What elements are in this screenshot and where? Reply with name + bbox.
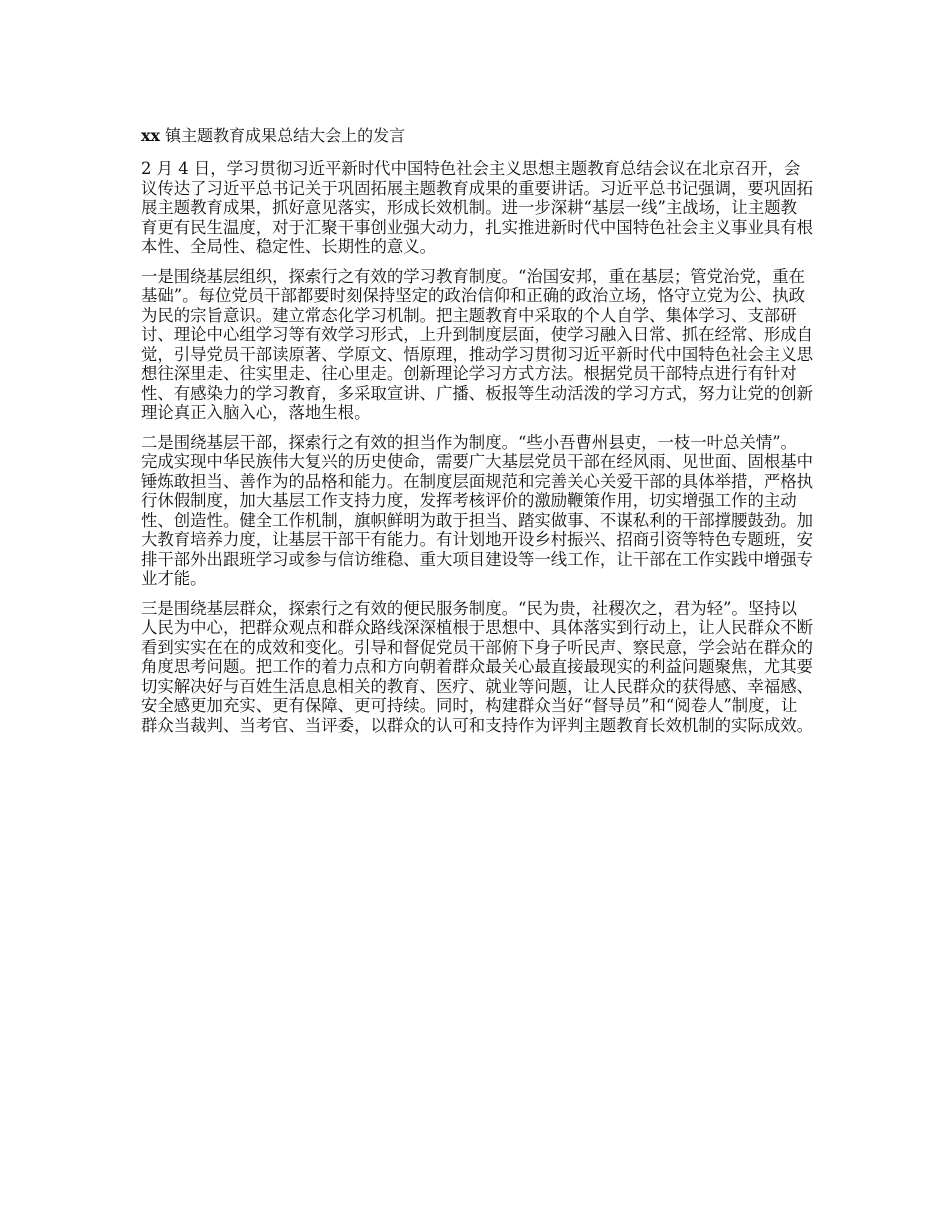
title-prefix: xx: [141, 126, 161, 145]
paragraph-cadres: 二是围绕基层干部，探索行之有效的担当作为制度。“些小吾曹州县吏，一枝一叶总关情”。完成实现中华民族伟大复兴的历史使命，需要广大基层党员干部在经风雨、见世面、固根基中锤炼敢担当、善作为的品格和能力。在制度层面规范和完善关心关爱干部的具体举措，严格执行休假制度，加大基层工作支持力度，发挥考核评价的激励鞭策作用，切实增强工作的主动性、创造性。健全工作机制，旗帜鲜明为敢于担当、踏实做事、不谋私利的干部撑腰鼓劲。加大教育培养力度，让基层干部干有能力。有计划地开设乡村振兴、招商引资等特色专题班，安排干部外出跟班学习或参与信访维稳、重大项目建设等一线工作，让干部在工作实践中增强专业才能。: [141, 432, 814, 588]
document-title: [141, 124, 813, 148]
paragraph-masses: 三是围绕基层群众，探索行之有效的便民服务制度。“民为贵，社稷次之，君为轻”。坚持以人民为中心，把群众观点和群众路线深深植根于思想中、具体落实到行动上，让人民群众不断看到实实在在的成效和变化。引导和督促党员干部俯下身子听民声、察民意，学会站在群众的角度思考问题。把工作的着力点和方向朝着群众最关心最直接最现实的利益问题聚焦，尤其要切实解决好与百姓生活息息相关的教育、医疗、就业等问题，让人民群众的获得感、幸福感、安全感更加充实、更有保障、更可持续。同时，构建群众当好“督导员”和“阅卷人”制度，让群众当裁判、当考官、当评委，以群众的认可和支持作为评判主题教育长效机制的实际成效。: [141, 598, 814, 735]
document-page: [141, 124, 813, 745]
paragraph-intro: 2 月 4 日，学习贯彻习近平新时代中国特色社会主义思想主题教育总结会议在北京召开，会议传达了习近平总书记关于巩固拓展主题教育成果的重要讲话。习近平总书记强调，要巩固拓展主题教育成果，抓好意见落实，形成长效机制。进一步深耕“基层一线”主战场，让主题教育更有民生温度，对于汇聚干事创业强大动力，扎实推进新时代中国特色社会主义事业具有根本性、全局性、稳定性、长期性的意义。: [141, 159, 814, 256]
paragraph-organization: 一是围绕基层组织，探索行之有效的学习教育制度。“治国安邦，重在基层；管党治党，重在基础”。每位党员干部都要时刻保持坚定的政治信仰和正确的政治立场，恪守立党为公、执政为民的宗旨意识。建立常态化学习机制。把主题教育中采取的个人自学、集体学习、支部研讨、理论中心组学习等有效学习形式，上升到制度层面，使学习融入日常、抓在经常、形成自觉，引导党员干部读原著、学原文、悟原理，推动学习贯彻习近平新时代中国特色社会主义思想往深里走、往实里走、往心里走。创新理论学习方式方法。根据党员干部特点进行有针对性、有感染力的学习教育，多采取宣讲、广播、板报等生动活泼的学习方式，努力让党的创新理论真正入脑入心，落地生根。: [141, 266, 814, 422]
title-text: 镇主题教育成果总结大会上的发言: [160, 126, 406, 145]
